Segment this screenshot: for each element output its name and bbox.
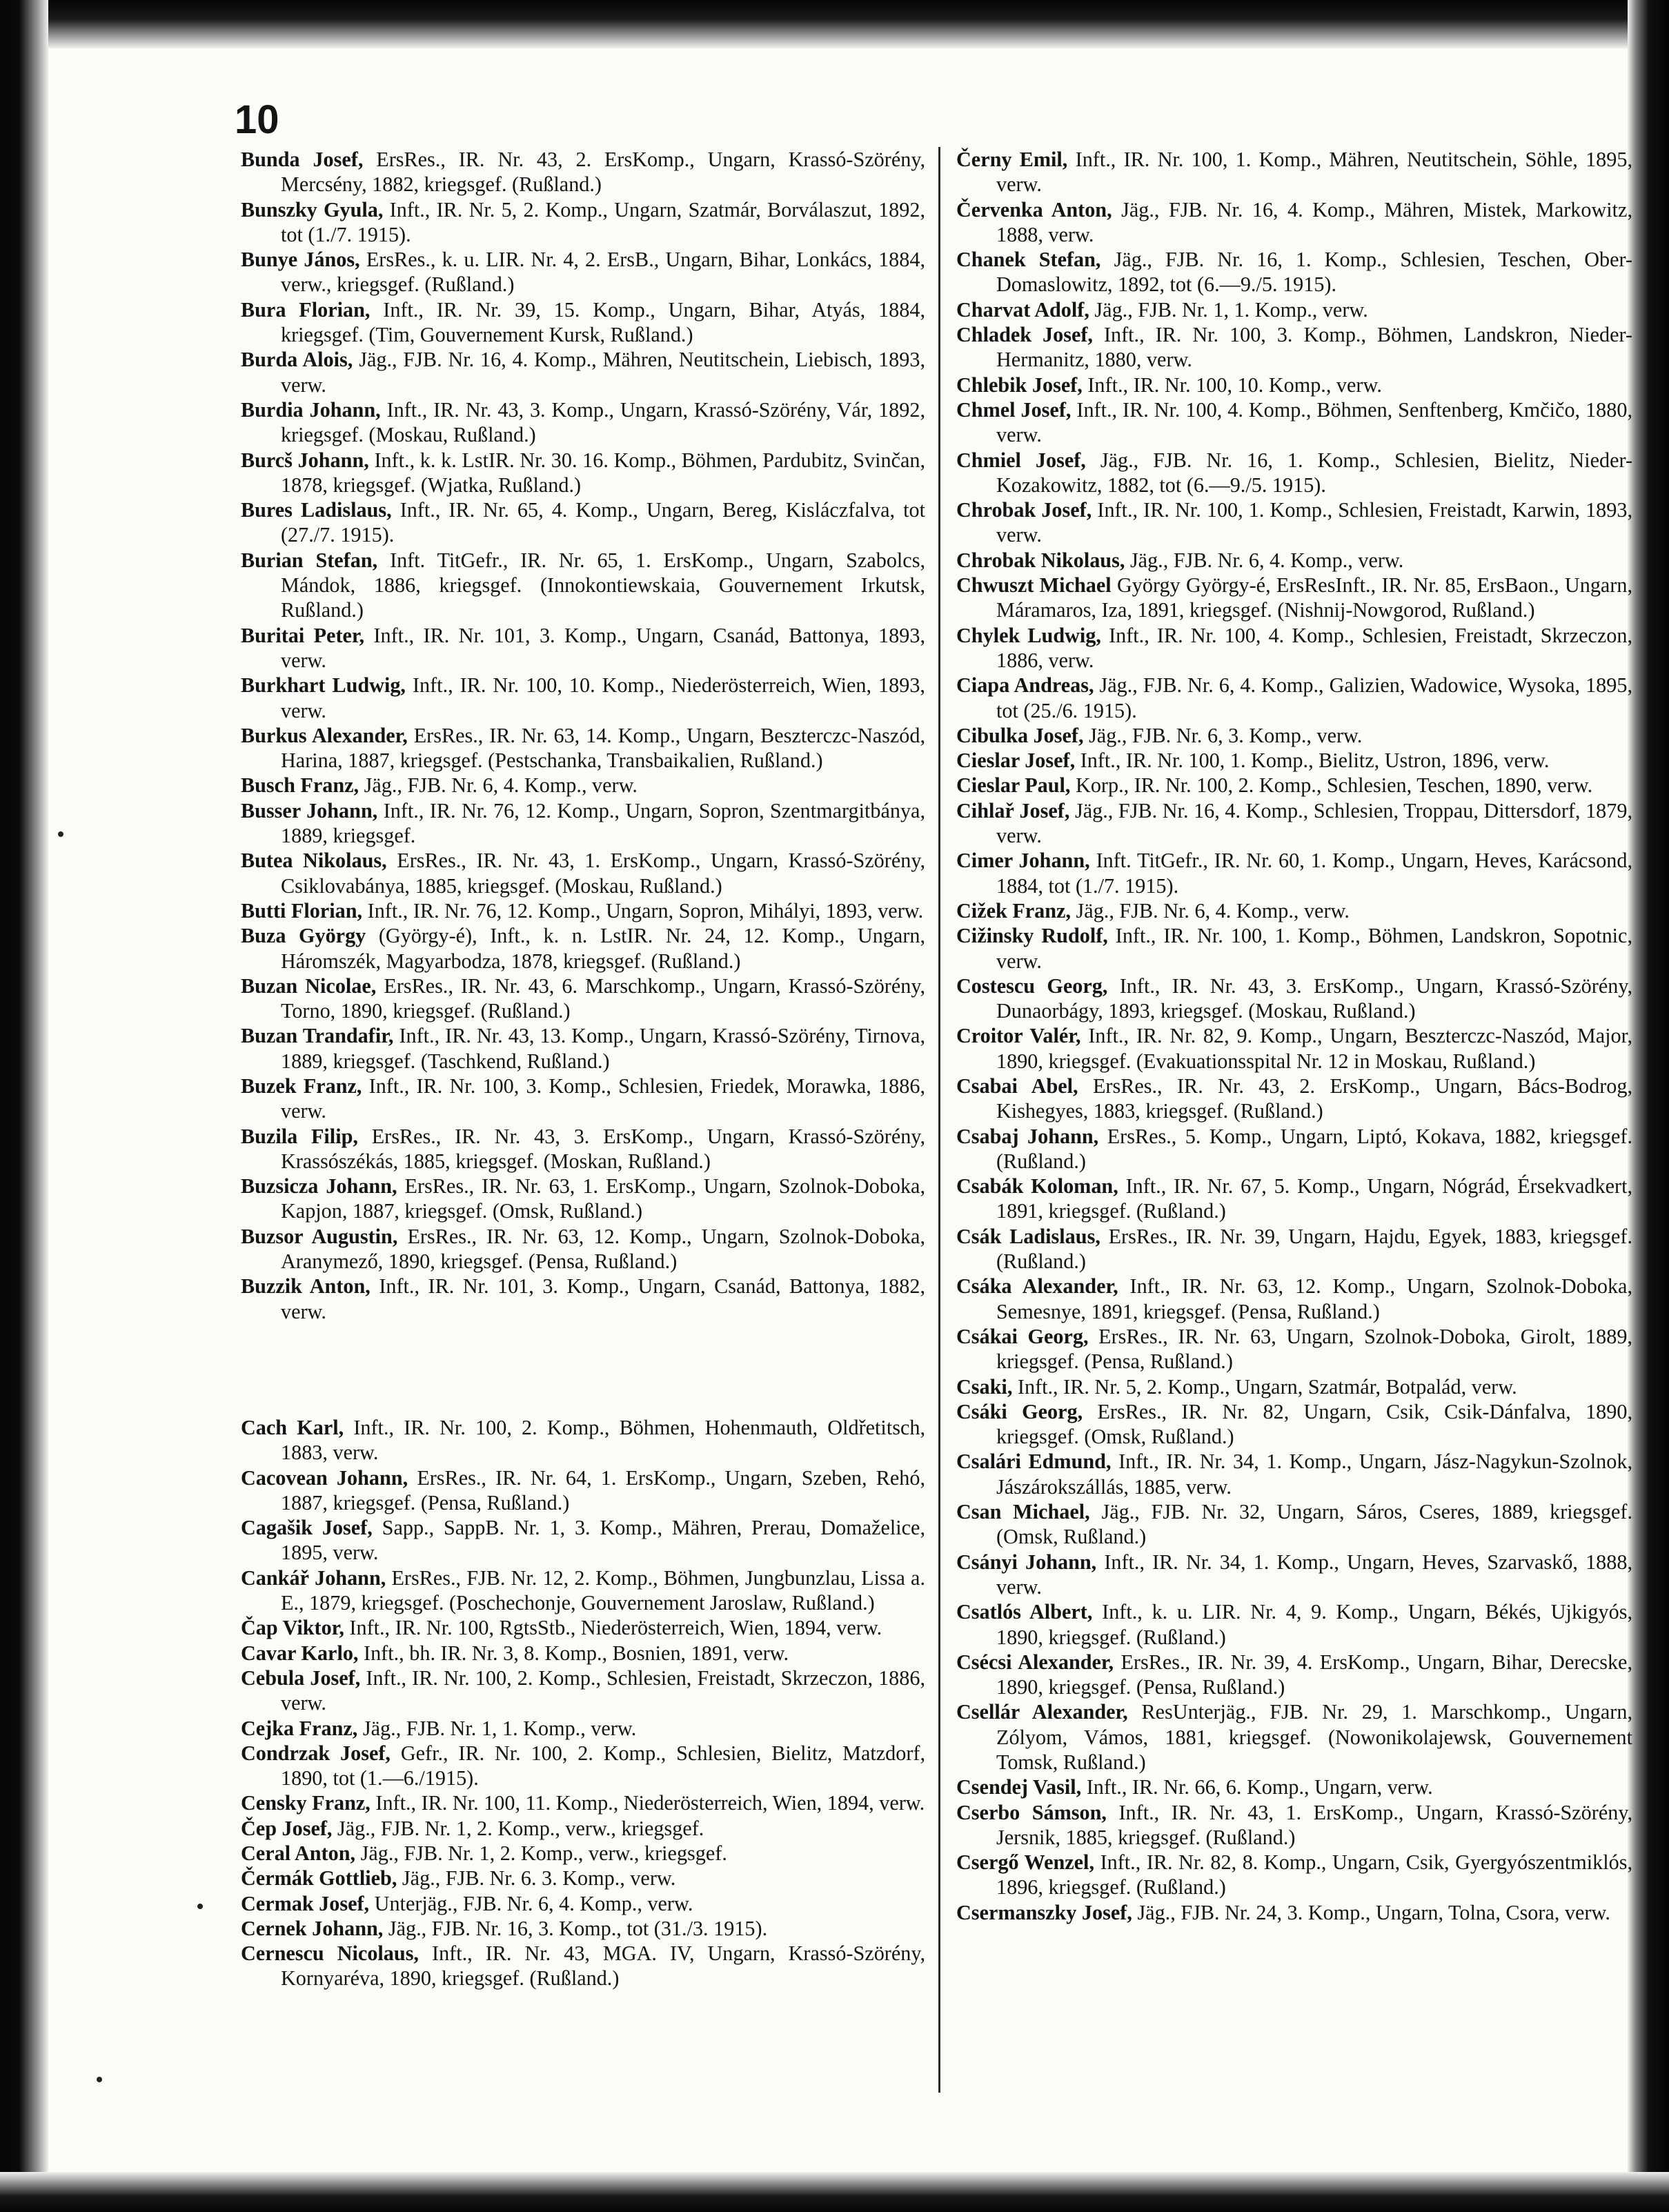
- register-entry: [956, 1124, 1632, 1174]
- register-entry: [241, 197, 925, 248]
- register-entry: [241, 1790, 925, 1815]
- entry-details: Inft., IR. Nr. 82, 9. Komp., Ungarn, Beszterczc-Naszód, Major, 1890, kriegsgef. (Evakuationsspital Nr. 12 in Moskau, Rußland.): [996, 1024, 1633, 1073]
- register-entry: [241, 1941, 925, 1991]
- entry-details: Inft., IR. Nr. 100, 10. Komp., Niederösterreich, Wien, 1893, verw.: [281, 673, 925, 722]
- entry-details: Jäg., FJB. Nr. 16, 4. Komp., Mähren, Mistek, Markowitz, 1888, verw.: [996, 197, 1633, 246]
- entry-details: Sapp., SappB. Nr. 1, 3. Komp., Mähren, Prerau, Domaželice, 1895, verw.: [281, 1516, 925, 1565]
- register-entry: [956, 1775, 1632, 1799]
- entry-name: Chladek Josef,: [956, 323, 1093, 347]
- register-entry: [241, 247, 925, 297]
- entry-details: Gefr., IR. Nr. 100, 2. Komp., Schlesien, Bielitz, Matzdorf, 1890, tot (1.—6./1915).: [281, 1741, 926, 1790]
- entry-name: Červenka Anton,: [956, 197, 1112, 221]
- entry-details: Inft., IR. Nr. 101, 3. Komp., Ungarn, Csanád, Battonya, 1882, verw.: [281, 1274, 925, 1323]
- scan-edge-left: [0, 0, 48, 2212]
- register-entry: [956, 1374, 1632, 1399]
- entry-details: Inft., IR. Nr. 76, 12. Komp., Ungarn, Sopron, Mihályi, 1893, verw.: [367, 898, 924, 922]
- entry-name: Chrobak Nikolaus,: [956, 548, 1125, 572]
- register-entry: [241, 974, 925, 1024]
- entry-details: Inft., IR. Nr. 82, 8. Komp., Ungarn, Csik, Gyergyószentmiklós, 1896, kriegsgef. (Rußland.): [996, 1850, 1633, 1899]
- register-entry: [956, 1074, 1632, 1124]
- column-divider: [938, 147, 940, 2093]
- entry-details: Jäg., FJB. Nr. 16, 4. Komp., Mähren, Neutitschein, Liebisch, 1893, verw.: [281, 348, 926, 397]
- entry-details: Inft., IR. Nr. 43, MGA. IV, Ungarn, Krassó-Szörény, Kornyaréva, 1890, kriegsgef. (Rußland.): [281, 1942, 926, 1991]
- entry-details: Unterjäg., FJB. Nr. 6, 4. Komp., verw.: [374, 1891, 693, 1915]
- entry-details: Inft., IR. Nr. 5, 2. Komp., Ungarn, Szatmár, Borválaszut, 1892, tot (1./7. 1915).: [281, 197, 925, 246]
- register-entry: [241, 1224, 925, 1274]
- entry-details: ErsRes., IR. Nr. 43, 1. ErsKomp., Ungarn, Krassó-Szörény, Csiklovabánya, 1885, kriegsgef. (Moskau, Rußland.): [281, 849, 926, 898]
- entry-name: Buzan Trandafir,: [241, 1024, 394, 1048]
- entry-details: ErsRes., IR. Nr. 43, 6. Marschkomp., Ungarn, Krassó-Szörény, Torno, 1890, kriegsgef. (Rußland.): [281, 974, 926, 1023]
- entry-details: Jäg., FJB. Nr. 6, 3. Komp., verw.: [1089, 723, 1363, 747]
- register-entry: [241, 673, 925, 723]
- entry-details: ErsRes., IR. Nr. 82, Ungarn, Csik, Csik-Dánfalva, 1890, kriegsgef. (Omsk, Rußland.): [996, 1399, 1633, 1449]
- entry-details: Inft., IR. Nr. 100, 2. Komp., Schlesien, Freistadt, Skrzeczon, 1886, verw.: [281, 1666, 926, 1715]
- register-entry: [956, 448, 1632, 498]
- entry-name: Cižek Franz,: [956, 898, 1071, 922]
- register-entry: [241, 497, 925, 548]
- entry-details: Jäg., FJB. Nr. 16, 4. Komp., Schlesien, Troppau, Dittersdorf, 1879, verw.: [996, 798, 1633, 848]
- register-entry: [956, 322, 1632, 373]
- entry-name: Cižinsky Rudolf,: [956, 924, 1108, 948]
- register-entry: [956, 1699, 1632, 1775]
- entry-details: Inft., IR. Nr. 66, 6. Komp., Ungarn, verw.: [1086, 1775, 1433, 1799]
- entry-details: ErsRes., IR. Nr. 39, 4. ErsKomp., Ungarn, Bihar, Derecske, 1890, kriegsgef. (Pensa, Rußland.): [996, 1650, 1632, 1699]
- entry-name: Cankář Johann,: [241, 1566, 386, 1590]
- register-entry: [241, 1666, 925, 1716]
- entry-name: Cebula Josef,: [241, 1666, 361, 1690]
- entry-details: Jäg., FJB. Nr. 6, 4. Komp., verw.: [1129, 548, 1404, 572]
- scan-edge-top: [0, 0, 1669, 48]
- register-entry: [241, 1641, 925, 1666]
- entry-details: Inft., IR. Nr. 63, 12. Komp., Ungarn, Szolnok-Doboka, Semesnye, 1891, kriegsgef. (Pensa, Rußland.): [996, 1274, 1632, 1323]
- entry-details: Inft., IR. Nr. 100, 4. Komp., Böhmen, Senftenberg, Kmčičo, 1880, verw.: [996, 397, 1632, 447]
- entry-name: Burkus Alexander,: [241, 723, 408, 747]
- entry-name: Cejka Franz,: [241, 1716, 358, 1740]
- entry-name: Charvat Adolf,: [956, 297, 1089, 322]
- entry-details: Inft., IR. Nr. 100, 11. Komp., Niederösterreich, Wien, 1894, verw.: [375, 1791, 925, 1815]
- entry-details: Jäg., FJB. Nr. 6, 4. Komp., verw.: [364, 773, 638, 798]
- entry-name: Csécsi Alexander,: [956, 1650, 1114, 1674]
- entry-name: Cihlař Josef,: [956, 798, 1070, 822]
- entry-details: Inft., IR. Nr. 34, 1. Komp., Ungarn, Jász-Nagykun-Szolnok, Jászárokszállás, 1885, verw.: [996, 1450, 1633, 1499]
- register-entry: [241, 1716, 925, 1741]
- entry-details: Jäg., FJB. Nr. 6, 4. Komp., Galizien, Wadowice, Wysoka, 1895, tot (25./6. 1915).: [996, 673, 1633, 722]
- register-entry: [956, 723, 1632, 748]
- entry-details: Inft., IR. Nr. 5, 2. Komp., Ungarn, Szatmár, Botpalád, verw.: [1017, 1374, 1517, 1399]
- register-entry: [956, 1023, 1632, 1074]
- entry-details: ResUnterjäg., FJB. Nr. 29, 1. Marschkomp., Ungarn, Zólyom, Vámos, 1881, kriegsgef. (Nowonikolajewsk, Gouvernement Tomsk, Rußland.): [996, 1700, 1632, 1774]
- entry-details: Jäg., FJB. Nr. 16, 1. Komp., Schlesien, Bielitz, Nieder-Kozakowitz, 1882, tot (6.—9./5. 1915).: [996, 448, 1633, 497]
- register-entry: [956, 297, 1632, 322]
- register-entry: [241, 898, 925, 923]
- scan-edge-bottom: [0, 2172, 1669, 2212]
- entry-name: Chwuszt Michael: [956, 573, 1112, 598]
- entry-name: Csellár Alexander,: [956, 1700, 1128, 1724]
- entry-details: Jäg., FJB. Nr. 1, 2. Komp., verw., kriegsgef.: [337, 1816, 704, 1840]
- register-entry: [956, 748, 1632, 773]
- register-entry: [241, 1074, 925, 1124]
- entry-details: Inft., IR. Nr. 76, 12. Komp., Ungarn, Sopron, Szentmargitbánya, 1889, kriegsgef.: [281, 798, 925, 848]
- entry-name: Csák Ladislaus,: [956, 1224, 1100, 1248]
- register-entry: [956, 147, 1632, 197]
- entry-details: Inft., IR. Nr. 100, 1. Komp., Mähren, Neutitschein, Söhle, 1895, verw.: [996, 148, 1633, 197]
- register-entry: [956, 247, 1632, 297]
- entry-name: Cernek Johann,: [241, 1916, 384, 1940]
- register-entry: [956, 197, 1632, 248]
- entry-name: Csan Michael,: [956, 1500, 1090, 1524]
- entry-details: Jäg., FJB. Nr. 6, 4. Komp., verw.: [1076, 898, 1350, 922]
- entry-details: Inft., IR. Nr. 67, 5. Komp., Ungarn, Nógrád, Érsekvadkert, 1891, kriegsgef. (Rußland.): [996, 1174, 1633, 1223]
- entry-details: ErsRes., IR. Nr. 63, Ungarn, Szolnok-Doboka, Girolt, 1889, kriegsgef. (Pensa, Rußland.): [996, 1324, 1632, 1374]
- entry-name: Bunye János,: [241, 248, 360, 272]
- entry-details: Inft., IR. Nr. 100, 3. Komp., Böhmen, Landskron, Nieder-Hermanitz, 1880, verw.: [996, 323, 1633, 372]
- entry-name: Chanek Stefan,: [956, 248, 1101, 272]
- scan-edge-right: [1628, 0, 1669, 2212]
- register-entry: [956, 397, 1632, 448]
- entry-name: Csákai Georg,: [956, 1324, 1089, 1348]
- entry-details: ErsRes., IR. Nr. 64, 1. ErsKomp., Ungarn, Szeben, Rehó, 1887, kriegsgef. (Pensa, Rußland.): [281, 1465, 926, 1514]
- entry-name: Csabaj Johann,: [956, 1124, 1099, 1148]
- entry-name: Bunda Josef,: [241, 148, 364, 171]
- entry-name: Buzsor Augustin,: [241, 1224, 398, 1248]
- register-entry: [241, 923, 925, 974]
- entry-name: Burda Alois,: [241, 348, 353, 372]
- entry-name: Csalári Edmund,: [956, 1450, 1112, 1474]
- entry-details: Jäg., FJB. Nr. 1, 2. Komp., verw., kriegsgef.: [360, 1841, 727, 1865]
- entry-details: ErsRes., 5. Komp., Ungarn, Liptó, Kokava, 1882, kriegsgef. (Rußland.): [996, 1124, 1632, 1173]
- entry-name: Cieslar Josef,: [956, 749, 1076, 773]
- register-entry: [241, 448, 925, 498]
- entry-details: Inft., IR. Nr. 43, 3. Komp., Ungarn, Krassó-Szörény, Vár, 1892, kriegsgef. (Moskau, Rußland.): [281, 397, 926, 447]
- register-entry: [241, 1465, 925, 1516]
- entry-details: ErsRes., IR. Nr. 43, 2. ErsKomp., Ungarn, Bács-Bodrog, Kishegyes, 1883, kriegsgef. (Rußland.): [996, 1074, 1632, 1123]
- entry-name: Buzek Franz,: [241, 1074, 362, 1098]
- register-entry: [241, 1891, 925, 1916]
- register-entry: [241, 773, 925, 798]
- entry-details: Inft., IR. Nr. 100, 1. Komp., Schlesien, Freistadt, Karwin, 1893, verw.: [996, 498, 1632, 547]
- register-entry: [241, 347, 925, 397]
- entry-details: ErsRes., IR. Nr. 39, Ungarn, Hajdu, Egyek, 1883, kriegsgef. (Rußland.): [996, 1224, 1632, 1274]
- entry-details: György György-é, ErsResInft., IR. Nr. 85, ErsBaon., Ungarn, Máramaros, Iza, 1891, kriegsgef. (Nishnij-Nowgorod, Rußland.): [996, 573, 1633, 622]
- entry-name: Csaki,: [956, 1374, 1013, 1399]
- entry-name: Cagašik Josef,: [241, 1516, 373, 1540]
- register-entry: [241, 147, 925, 197]
- entry-name: Condrzak Josef,: [241, 1741, 391, 1765]
- scan-speck: [58, 831, 63, 837]
- scan-speck: [97, 2077, 102, 2082]
- register-entry: [241, 848, 925, 898]
- entry-name: Buzan Nicolae,: [241, 974, 377, 998]
- entry-details: ErsRes., k. u. LIR. Nr. 4, 2. ErsB., Ungarn, Bihar, Lonkács, 1884, verw., kriegsgef. (Rußland.): [281, 248, 926, 297]
- register-entry: [241, 1124, 925, 1174]
- register-entry: [956, 848, 1632, 898]
- entry-details: Inft., IR. Nr. 43, 3. ErsKomp., Ungarn, Krassó-Szörény, Dunaorbágy, 1893, kriegsgef. (Moskau, Rußland.): [996, 974, 1632, 1023]
- register-entry: [956, 1499, 1632, 1550]
- entry-details: Inft., k. u. LIR. Nr. 4, 9. Komp., Ungarn, Békés, Ujkigyós, 1890, kriegsgef. (Rußland.): [996, 1600, 1632, 1649]
- register-entry: [241, 1274, 925, 1324]
- register-entry: [956, 548, 1632, 573]
- entry-name: Csergő Wenzel,: [956, 1850, 1094, 1875]
- register-entry: [956, 974, 1632, 1024]
- entry-details: Jäg., FJB. Nr. 32, Ungarn, Sáros, Cseres, 1889, kriegsgef. (Omsk, Rußland.): [996, 1500, 1633, 1549]
- register-entry: [956, 497, 1632, 548]
- register-entry: [956, 1900, 1632, 1925]
- entry-details: Inft. TitGefr., IR. Nr. 60, 1. Komp., Ungarn, Heves, Karácsond, 1884, tot (1./7. 1915).: [996, 849, 1633, 898]
- entry-name: Ceral Anton,: [241, 1841, 356, 1865]
- entry-name: Busch Franz,: [241, 773, 359, 798]
- register-entry: [241, 1415, 925, 1465]
- entry-details: Inft., IR. Nr. 100, RgtsStb., Niederösterreich, Wien, 1894, verw.: [349, 1616, 882, 1640]
- entry-name: Cserbo Sámson,: [956, 1800, 1107, 1824]
- register-entry: [956, 1599, 1632, 1650]
- entry-details: Inft., IR. Nr. 100, 3. Komp., Schlesien, Friedek, Morawka, 1886, verw.: [281, 1074, 925, 1123]
- register-entry: [241, 1866, 925, 1890]
- entry-name: Burcš Johann,: [241, 448, 369, 472]
- entry-name: Bures Ladislaus,: [241, 498, 392, 522]
- entry-details: Inft., IR. Nr. 43, 13. Komp., Ungarn, Krassó-Szörény, Tirnova, 1889, kriegsgef. (Taschkend, Rußland.): [281, 1024, 925, 1073]
- register-entry: [241, 1816, 925, 1841]
- entry-name: Buzila Filip,: [241, 1124, 358, 1148]
- entry-name: Čep Josef,: [241, 1816, 333, 1840]
- entry-details: Inft., IR. Nr. 100, 2. Komp., Böhmen, Hohenmauth, Oldřetitsch, 1883, verw.: [281, 1415, 925, 1465]
- register-entry: [241, 1023, 925, 1074]
- register-entry: [956, 773, 1632, 798]
- entry-details: ErsRes., FJB. Nr. 12, 2. Komp., Böhmen, Jungbunzlau, Lissa a. E., 1879, kriegsgef. (Poschechonje, Gouvernement Jaroslaw, Rußland.): [281, 1566, 925, 1615]
- entry-name: Burkhart Ludwig,: [241, 673, 406, 698]
- register-entry: [956, 923, 1632, 974]
- register-entry: [956, 1224, 1632, 1274]
- entry-details: Jäg., FJB. Nr. 24, 3. Komp., Ungarn, Tolna, Csora, verw.: [1137, 1900, 1610, 1924]
- entry-details: Inft., IR. Nr. 101, 3. Komp., Ungarn, Csanád, Battonya, 1893, verw.: [281, 623, 926, 672]
- entry-name: Csányi Johann,: [956, 1550, 1097, 1574]
- entry-name: Csáka Alexander,: [956, 1274, 1118, 1298]
- entry-name: Busser Johann,: [241, 798, 378, 822]
- entry-details: Inft., IR. Nr. 100, 10. Komp., verw.: [1087, 373, 1382, 397]
- entry-details: (György-é), Inft., k. n. LstIR. Nr. 24, 12. Komp., Ungarn, Háromszék, Magyarbodza, 1878, kriegsgef. (Rußland.): [281, 924, 926, 973]
- entry-details: ErsRes., IR. Nr. 63, 14. Komp., Ungarn, Beszterczc-Naszód, Harina, 1887, kriegsgef. (Pestschanka, Transbaikalien, Rußland.): [281, 723, 926, 773]
- entry-details: Jäg., FJB. Nr. 16, 1. Komp., Schlesien, Teschen, Ober-Domaslowitz, 1892, tot (6.—9./5. 1915).: [996, 248, 1632, 297]
- register-entry: [956, 1174, 1632, 1224]
- entry-name: Csabai Abel,: [956, 1074, 1078, 1098]
- register-entry: [241, 798, 925, 849]
- entry-name: Censky Franz,: [241, 1791, 371, 1815]
- entry-details: Inft., IR. Nr. 100, 1. Komp., Böhmen, Landskron, Sopotnic, verw.: [996, 924, 1633, 973]
- entry-name: Csáki Georg,: [956, 1399, 1083, 1423]
- entry-name: Costescu Georg,: [956, 974, 1108, 998]
- entry-name: Burdia Johann,: [241, 397, 381, 422]
- entry-name: Cernescu Nicolaus,: [241, 1942, 419, 1966]
- entry-name: Cavar Karlo,: [241, 1641, 359, 1665]
- entry-details: Jäg., FJB. Nr. 6. 3. Komp., verw.: [402, 1866, 676, 1890]
- entry-name: Ciapa Andreas,: [956, 673, 1094, 698]
- right-column: [956, 147, 1632, 1925]
- entry-name: Chylek Ludwig,: [956, 623, 1101, 647]
- entry-name: Buzzik Anton,: [241, 1274, 371, 1298]
- register-entry: [956, 798, 1632, 849]
- entry-details: Inft., k. k. LstIR. Nr. 30. 16. Komp., Böhmen, Pardubitz, Svinčan, 1878, kriegsgef. (Wjatka, Rußland.): [281, 448, 926, 497]
- register-entry: [956, 673, 1632, 723]
- entry-name: Cimer Johann,: [956, 849, 1090, 873]
- entry-details: ErsRes., IR. Nr. 63, 12. Komp., Ungarn, Szolnok-Doboka, Aranymező, 1890, kriegsgef. (Pensa, Rußland.): [281, 1224, 925, 1274]
- register-entry: [956, 1399, 1632, 1450]
- entry-name: Cacovean Johann,: [241, 1465, 408, 1490]
- register-entry: [956, 1324, 1632, 1374]
- entry-details: ErsRes., IR. Nr. 43, 3. ErsKomp., Ungarn, Krassó-Szörény, Krassószékás, 1885, kriegsgef. (Moskan, Rußland.): [281, 1124, 925, 1173]
- entry-name: Butea Nikolaus,: [241, 849, 387, 873]
- register-entry: [241, 1916, 925, 1941]
- entry-name: Chmiel Josef,: [956, 448, 1086, 472]
- entry-name: Cach Karl,: [241, 1415, 344, 1439]
- register-entry: [956, 573, 1632, 623]
- entry-name: Butti Florian,: [241, 898, 363, 922]
- entry-name: Burian Stefan,: [241, 548, 378, 572]
- entry-name: Bura Florian,: [241, 297, 371, 322]
- left-column: [241, 147, 925, 1991]
- page-number: 10: [235, 97, 279, 142]
- entry-name: Chrobak Josef,: [956, 498, 1092, 522]
- entry-details: ErsRes., IR. Nr. 63, 1. ErsKomp., Ungarn, Szolnok-Doboka, Kapjon, 1887, kriegsgef. (Omsk, Rußland.): [281, 1174, 925, 1223]
- register-entry: [241, 1566, 925, 1616]
- register-entry: [956, 1449, 1632, 1499]
- register-entry: [956, 1800, 1632, 1850]
- entry-details: Inft., IR. Nr. 34, 1. Komp., Ungarn, Heves, Szarvaskő, 1888, verw.: [996, 1550, 1632, 1599]
- register-entry: [956, 1650, 1632, 1700]
- entry-name: Buza György: [241, 924, 366, 948]
- section-gap: [241, 1324, 925, 1415]
- entry-name: Csendej Vasil,: [956, 1775, 1082, 1799]
- entry-name: Čap Viktor,: [241, 1616, 344, 1640]
- register-entry: [241, 297, 925, 348]
- entry-name: Cermak Josef,: [241, 1891, 370, 1915]
- entry-name: Csermanszky Josef,: [956, 1900, 1132, 1924]
- register-entry: [956, 898, 1632, 923]
- entry-name: Cieslar Paul,: [956, 773, 1071, 798]
- register-entry: [241, 1615, 925, 1640]
- register-entry: [241, 397, 925, 448]
- entry-name: Černy Emil,: [956, 148, 1068, 171]
- register-entry: [956, 1274, 1632, 1324]
- entry-details: Inft., bh. IR. Nr. 3, 8. Komp., Bosnien, 1891, verw.: [364, 1641, 789, 1665]
- register-entry: [956, 1850, 1632, 1900]
- entry-details: Korp., IR. Nr. 100, 2. Komp., Schlesien, Teschen, 1890, verw.: [1076, 773, 1593, 798]
- entry-name: Cibulka Josef,: [956, 723, 1084, 747]
- register-entry: [241, 1841, 925, 1866]
- register-entry: [241, 1515, 925, 1566]
- entry-details: Inft., IR. Nr. 65, 4. Komp., Ungarn, Bereg, Kisláczfalva, tot (27./7. 1915).: [281, 498, 926, 547]
- register-entry: [241, 1174, 925, 1224]
- register-entry: [956, 373, 1632, 397]
- register-entry: [956, 623, 1632, 673]
- entry-name: Chmel Josef,: [956, 397, 1071, 422]
- entry-name: Čermák Gottlieb,: [241, 1866, 397, 1890]
- entry-details: Inft., IR. Nr. 100, 1. Komp., Bielitz, Ustron, 1896, verw.: [1080, 749, 1550, 773]
- register-entry: [241, 623, 925, 673]
- entry-details: Inft. TitGefr., IR. Nr. 65, 1. ErsKomp., Ungarn, Szabolcs, Mándok, 1886, kriegsgef. (Innokontiewskaia, Gouvernement Irkutsk, Rußland.): [281, 548, 926, 622]
- scan-speck: [197, 1904, 203, 1909]
- entry-details: Jäg., FJB. Nr. 16, 3. Komp., tot (31./3. 1915).: [388, 1916, 768, 1940]
- entry-name: Buritai Peter,: [241, 623, 365, 647]
- entry-name: Buzsicza Johann,: [241, 1174, 397, 1198]
- entry-name: Csatlós Albert,: [956, 1600, 1093, 1624]
- entry-name: Croitor Valér,: [956, 1024, 1081, 1048]
- entry-details: Jäg., FJB. Nr. 1, 1. Komp., verw.: [362, 1716, 637, 1740]
- register-entry: [241, 548, 925, 623]
- entry-details: Inft., IR. Nr. 39, 15. Komp., Ungarn, Bihar, Atyás, 1884, kriegsgef. (Tim, Gouvernement Kursk, Rußland.): [281, 297, 925, 347]
- entry-name: Chlebik Josef,: [956, 373, 1083, 397]
- entry-details: Inft., IR. Nr. 43, 1. ErsKomp., Ungarn, Krassó-Szörény, Jersnik, 1885, kriegsgef. (Rußland.): [996, 1800, 1632, 1849]
- register-entry: [241, 723, 925, 773]
- register-entry: [241, 1741, 925, 1791]
- entry-name: Bunszky Gyula,: [241, 197, 384, 221]
- entry-details: Jäg., FJB. Nr. 1, 1. Komp., verw.: [1094, 297, 1368, 322]
- entry-details: ErsRes., IR. Nr. 43, 2. ErsKomp., Ungarn, Krassó-Szörény, Mercsény, 1882, kriegsgef. (Rußland.): [281, 148, 925, 197]
- register-entry: [956, 1550, 1632, 1600]
- entry-details: Inft., IR. Nr. 100, 4. Komp., Schlesien, Freistadt, Skrzeczon, 1886, verw.: [996, 623, 1633, 672]
- entry-name: Csabák Koloman,: [956, 1174, 1118, 1198]
